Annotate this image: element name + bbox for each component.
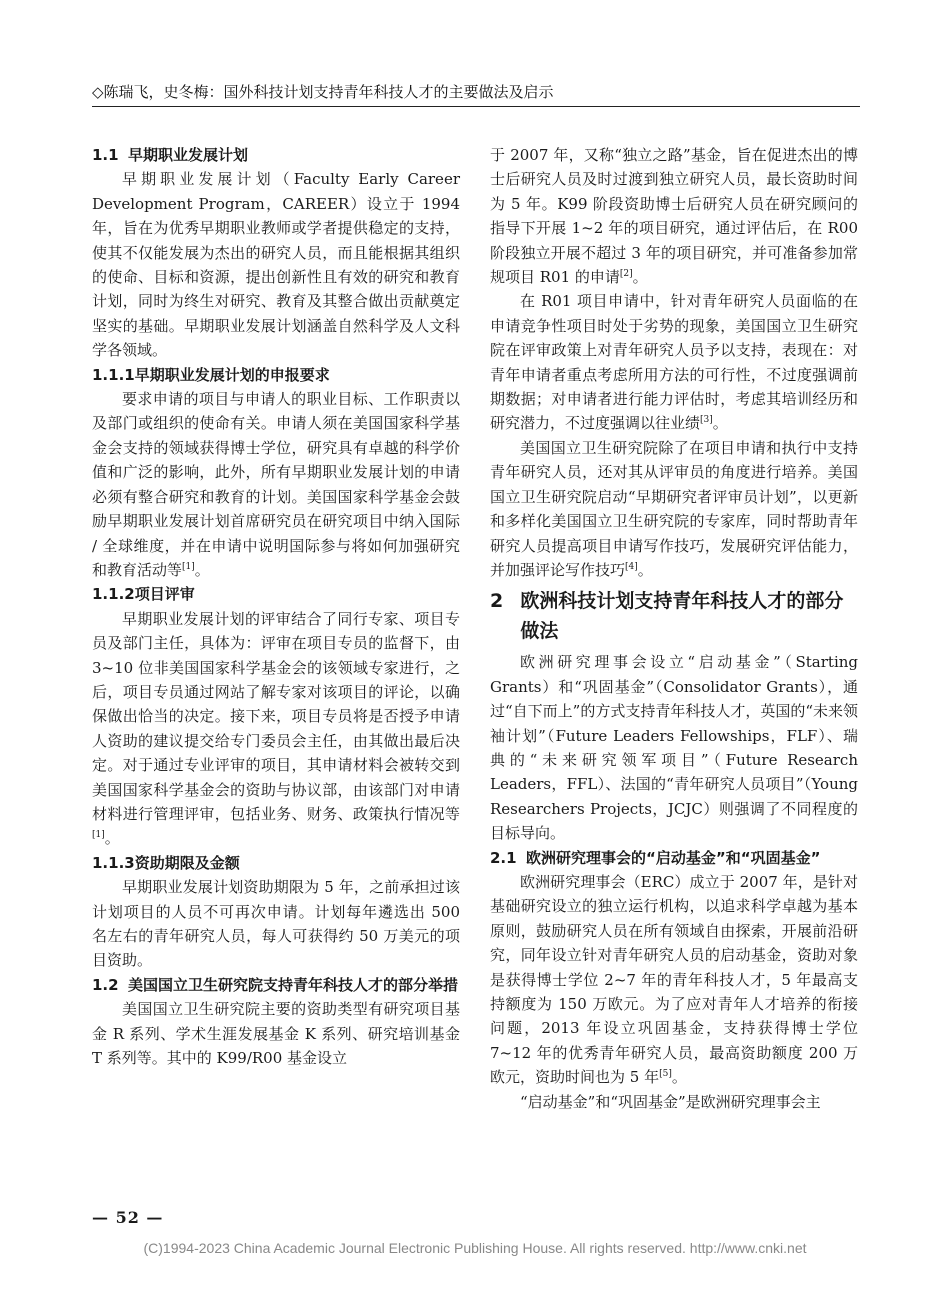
paragraph-end: 。	[632, 268, 648, 287]
citation-ref: [1]	[182, 561, 195, 572]
left-column	[92, 143, 460, 1070]
section-heading-1-1	[92, 143, 460, 167]
section-heading-1-2	[92, 973, 460, 997]
section-number: 1.2	[92, 975, 119, 994]
paragraph-text: 要求申请的项目与申请人的职业目标、工作职责以及部门或组织的使命有关。申请人须在美国国家科学基金会支持的领域获得博士学位，研究具有卓越的科学价值和广泛的影响，此外，所有早期职业发展计划的申请必须有整合研究和教育的计划。美国国家科学基金会鼓励早期职业发展计划首席研究员在研究项目中纳入国际 / 全球维度，并在申请中说明国际参与将如何加强研究和教育活动等	[92, 390, 460, 579]
section-number: 1.1.1	[92, 365, 135, 384]
paragraph-text: 早期职业发展计划的评审结合了同行专家、项目专员及部门主任，具体为：评审在项目专员的监督下，由 3~10 位非美国国家科学基金会的该领域专家进行，之后，项目专员通过网站了解专家对该项目的评论，以确保做出恰当的决定。接下来，项目专员将是否授予申请人资助的建议提交给专门委员会主任，由其做出最后决定。对于通过专业评审的项目，其申请材料会被转交到美国国家科学基金会的资助与协议部，由该部门对申请材料进行管理评审，包括业务、财务、政策执行情况等	[92, 609, 460, 823]
section-title: 项目评审	[134, 585, 195, 604]
citation-ref: [3]	[700, 415, 713, 426]
section-heading-1-1-1	[92, 363, 460, 387]
paragraph	[92, 387, 460, 582]
citation-ref: [5]	[659, 1069, 672, 1080]
paragraph-end: 。	[104, 829, 120, 848]
copyright-footer: (C)1994-2023 China Academic Journal Electronic Publishing House. All rights reserved. http://www.cnki.net	[143, 1240, 807, 1256]
section-title: 资助期限及金额	[134, 853, 240, 872]
section-number: 1.1	[92, 146, 119, 164]
paragraph: 美国国立卫生研究院主要的资助类型有研究项目基金 R 系列、学术生涯发展基金 K 系列、研究培训基金 T 系列等。其中的 K99/R00 基金设立	[92, 1000, 460, 1068]
citation-ref: [2]	[619, 269, 633, 280]
section-title: 早期职业发展计划	[128, 146, 249, 164]
section-heading-2-1	[490, 846, 858, 870]
running-header: ◇陈瑞飞，史冬梅：国外科技计划支持青年科技人才的主要做法及启示	[92, 83, 554, 101]
section-title: 美国国立卫生研究院支持青年科技人才的部分举措	[128, 975, 459, 994]
section-title: 早期职业发展计划的申报要求	[134, 365, 330, 384]
paragraph-text: 于 2007 年，又称“独立之路”基金，旨在促进杰出的博士后研究人员及时过渡到独立研究人员，最长资助时间为 5 年。K99 阶段资助博士后研究人员在研究顾问的指导下开展 1~2 年的项目研究，通过评估后，在 R00 阶段独立开展不超过 3 年的项目研究，并可准备参加常规项目 R01 的申请	[490, 146, 858, 287]
citation-ref: [4]	[625, 561, 638, 572]
paragraph: “启动基金”和“巩固基金”是欧洲研究理事会主	[520, 1092, 821, 1111]
paragraph-end: 。	[671, 1068, 687, 1087]
paragraph-end: 。	[712, 414, 728, 433]
section-number: 1.1.2	[92, 585, 135, 604]
section-title: 欧洲研究理事会的“启动基金”和“巩固基金”	[526, 848, 821, 867]
citation-ref: [1]	[92, 830, 105, 841]
paragraph: 早期职业发展计划资助期限为 5 年，之前承担过该计划项目的人员不可再次申请。计划每年遴选出 500 名左右的青年研究人员，每人可获得约 50 万美元的项目资助。	[92, 878, 460, 970]
paragraph-end: 。	[637, 560, 653, 579]
section-heading-1-1-2	[92, 582, 460, 606]
page-number: — 52 —	[92, 1208, 164, 1227]
header-divider	[92, 106, 860, 107]
paragraph-text: 欧洲研究理事会（ERC）成立于 2007 年，是针对基础研究设立的独立运行机构，以追求科学卓越为基本原则，鼓励研究人员在所有领域自由探索，开展前沿研究，同年设立针对青年研究人员的启动基金，资助对象是获得博士学位 2~7 年的青年科技人才，5 年最高支持额度为 150 万欧元。为了应对青年人才培养的衔接问题，2013 年设立巩固基金，支持获得博士学位 7~12 年的优秀青年研究人员，最高资助额度 200 万欧元，资助时间也为 5 年	[490, 872, 858, 1087]
paragraph	[490, 870, 858, 1090]
paragraph	[92, 607, 460, 851]
paragraph: 早期职业发展计划（Faculty Early Career Development Program，CAREER）设立于 1994 年，旨在为优秀早期职业教师或学者提供稳定的支持，使其不仅能发展为杰出的研究人员，而且能根据其组织的使命、目标和资源，提出创新性且有效的研究和教育计划，同时为终生对研究、教育及其整合做出贡献奠定坚实的基础。早期职业发展计划涵盖自然科学及人文科学各领域。	[92, 170, 460, 360]
section-number: 1.1.3	[92, 853, 135, 872]
paragraph	[490, 143, 858, 289]
paragraph-text: 在 R01 项目申请中，针对青年研究人员面临的在申请竞争性项目时处于劣势的现象，美国国立卫生研究院在评审政策上对青年研究人员予以支持，表现在：对青年申请者重点考虑所用方法的可行性，不过度强调前期数据；对申请者进行能力评估时，考虑其培训经历和研究潜力，不过度强调以往业绩	[490, 292, 858, 433]
paragraph-text: 美国国立卫生研究院除了在项目申请和执行中支持青年研究人员，还对其从评审员的角度进行培养。美国国立卫生研究院启动“早期研究者评审员计划”，以更新和多样化美国国立卫生研究院的专家库，同时帮助青年研究人员提高项目申请写作技巧，发展研究评估能力，并加强评论写作技巧	[490, 438, 858, 579]
section-number: 2	[490, 590, 504, 613]
section-heading-2	[490, 586, 858, 646]
section-heading-1-1-3	[92, 851, 460, 875]
paragraph: 欧洲研究理事会设立“启动基金”（Starting Grants）和“巩固基金”（Consolidator Grants），通过“自下而上”的方式支持青年科技人才，英国的“未来领袖计划”（Future Leaders Fellowships，FLF）、瑞典的“未来研究领军项目”（Future Research Leaders，FFL）、法国的“青年研究人员项目”（Young Researchers Projects，JCJC）则强调了不同程度的目标导向。	[490, 653, 859, 843]
right-column	[490, 143, 858, 1114]
section-title: 欧洲科技计划支持青年科技人才的部分做法	[520, 590, 844, 643]
section-number: 2.1	[490, 848, 517, 867]
paragraph	[490, 289, 858, 435]
paragraph	[490, 436, 858, 582]
paragraph-end: 。	[194, 560, 210, 579]
